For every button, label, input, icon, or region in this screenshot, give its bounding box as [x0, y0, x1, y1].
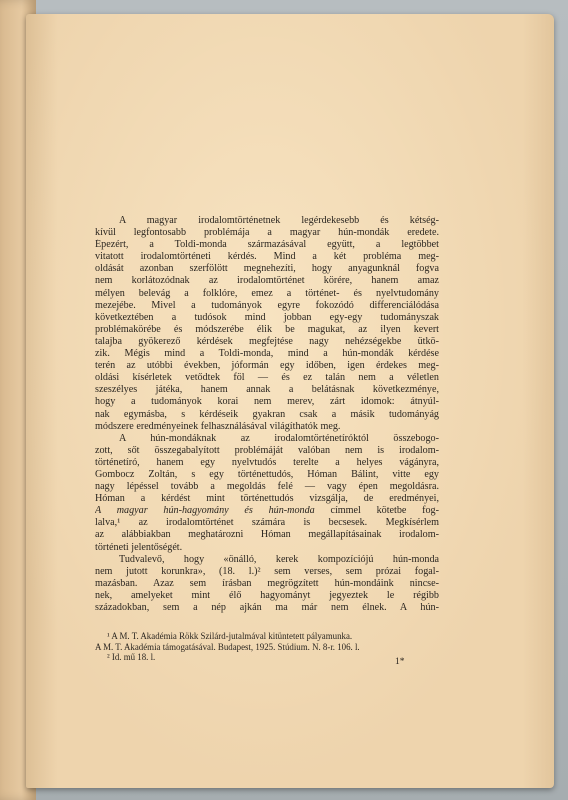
text-line: nak egymásba, s kérdéseik gyakran csak a másik tudományág: [95, 408, 439, 420]
text-line: szeszélyes játéka, hanem annak a belátásnak következménye,: [95, 384, 439, 396]
text-line: hogy a tudományok korai nem merev, zárt idomok: átnyúl-: [95, 396, 439, 408]
text-line: oldását azonban szerfölött megnehezíti, hogy anyagunknál fogva: [95, 263, 439, 275]
text-line: zott, sőt összegabalyított problémáját valóban nem is irodalom-: [95, 444, 439, 456]
italic-title: A magyar hún-hagyomány és hún-monda: [95, 505, 315, 517]
text-line: terén az utóbbi években, jóformán egy időben, igen érdekes meg-: [95, 360, 439, 372]
text-line: vitatott irodalomtörténeti kérdés. Mind a két probléma meg-: [95, 251, 439, 263]
text-line: A magyar hún-hagyomány és hún-monda címmel kötetbe fog-: [95, 505, 439, 517]
text-line: történeti jelentőségét.: [95, 541, 183, 553]
text-line: talajba gyökerező kérdések megfejtése nagy nehézségekbe ütkö-: [95, 335, 439, 347]
text-line: módszere eredményeinek felhasználásával világíthatók meg.: [95, 420, 341, 432]
text-line: történetíró, hanem egy nyelvtudós terelte a helyes vágányra,: [95, 456, 439, 468]
text-line: zik. Mégis mind a Toldi-monda, mind a hún-mondák kérdése: [95, 348, 439, 360]
body-text: [95, 215, 439, 614]
text-line: mazásban. Azaz sem írásban megrögzített hún-mondáink nincse-: [95, 577, 439, 589]
text-line: mélyen belevág a folklóre, emez a történet- és nyelvtudomány: [95, 287, 439, 299]
text-line: századokban, sem a nép ajkán ma már nem élnek. A hún-: [95, 602, 439, 613]
text-line: Hóman a kérdést mint történettudós vizsgálja, de eredményei,: [95, 493, 439, 505]
text-line: nek, amelyeket mint élő hagyományt jegyeztek le régibb: [95, 589, 439, 601]
text-line: Tudvalevő, hogy «önálló, kerek kompozíciójú hún-monda: [119, 553, 439, 565]
text-line: A magyar irodalomtörténetnek legérdekesebb és kétség-: [119, 215, 439, 226]
signature-mark: 1*: [395, 657, 405, 667]
text-line: Épezért, a Toldi-monda származásával együtt, a legtöbbet: [95, 239, 439, 251]
text-line: következtében a tudósok mind jobban egy-egy tudományszak: [95, 311, 439, 323]
text-line: Gombocz Zoltán, s egy történettudós, Hóman Bálint, vitte egy: [95, 468, 439, 480]
text-line: kívül legfontosabb problémája a magyar hún-mondák eredete.: [95, 227, 439, 239]
text-line: mezejébe. Mivel a tudományok egyre fokozódó differenciálódása: [95, 299, 439, 311]
text-line: lalva,¹ az irodalomtörténet számára is becsesek. Megkísérlem: [95, 517, 439, 529]
text-line: problémakörébe és módszerébe élik be magukat, az ilyen kevert: [95, 323, 439, 335]
footnote-line: A M. T. Akadémia támogatásával. Budapest, 1925. Stúdium. N. 8-r. 106. l.: [95, 641, 360, 652]
text-line: nem korlátozódnak az irodalomtörténet körére, hanem amaz: [95, 275, 439, 287]
text-line: oldási kísérletek vetődtek föl — és ez talán nem a véletlen: [95, 372, 439, 384]
text-line: nagy lépéssel tovább a megoldás felé — vagy épen megoldásra.: [95, 481, 439, 493]
text-line: A hún-mondáknak az irodalomtörténetíróktól összebogo-: [119, 432, 439, 444]
footnote-line: ¹ A M. T. Akadémia Rökk Szilárd-jutalmával kitüntetett pályamunka.: [107, 631, 353, 641]
text-line: az alábbiakban meghatározni Hóman megállapításainak irodalom-: [95, 529, 439, 541]
footnotes: [95, 631, 439, 663]
text-line: nem jutott korunkra», (18. l.)² sem verses, sem prózai fogal-: [95, 565, 439, 577]
footnote-line: ² Id. mű 18. l.: [107, 652, 156, 663]
